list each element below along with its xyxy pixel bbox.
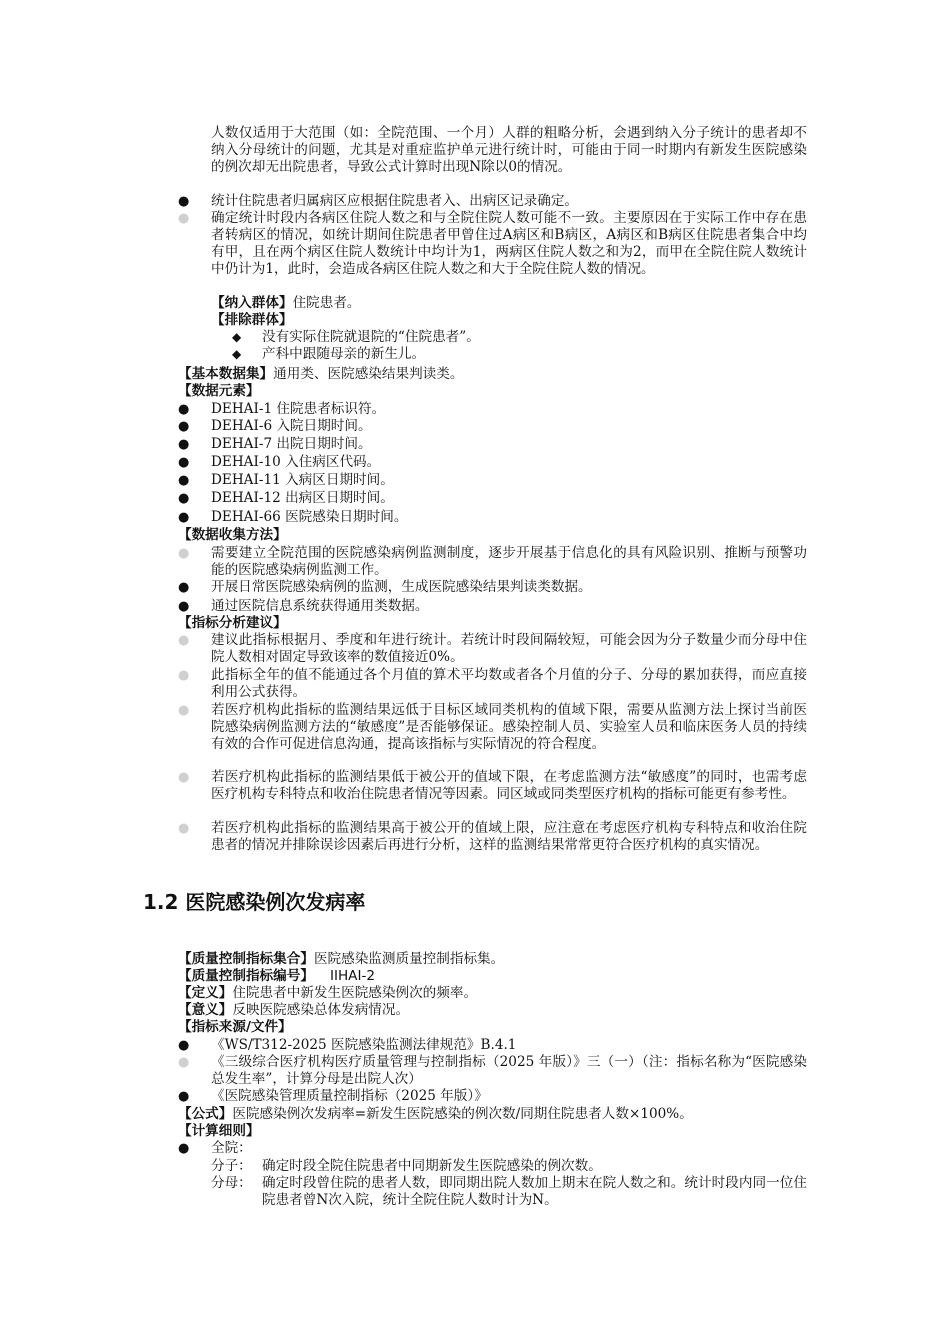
- bullet-icon: ●: [178, 437, 190, 452]
- analysis-label: 【指标分析建议】: [178, 615, 287, 631]
- inclusion-label: 【纳入群体】: [211, 295, 293, 311]
- indicator-code: [178, 968, 375, 985]
- source-label: 【指标来源/文件】: [178, 1019, 292, 1035]
- indicator-code-value: IIHAI-2: [329, 968, 376, 984]
- numerator-value: 确定时段全院住院患者中同期新发生医院感染的例次数。: [262, 1158, 602, 1174]
- exclusion-label: 【排除群体】: [211, 312, 293, 328]
- analysis-item: 建议此指标根据月、季度和年进行统计。若统计时段间隔较短，可能会因为分子数量少而分母中住院人数相对固定导致该率的数值接近0%。: [211, 632, 807, 665]
- indicator-set-label: 【质量控制指标集合】: [178, 951, 314, 967]
- data-element-item: DEHAI-66 医院感染日期时间。: [211, 509, 408, 525]
- analysis-item: 若医疗机构此指标的监测结果远低于目标区域同类机构的值域下限，需要从监测方法上探讨当前医院感染病例监测方法的“敏感度”是否能够保证。感染控制人员、实验室人员和临床医务人员的持续有效的合作可促进信息沟通，提高该指标与实际情况的符合程度。: [211, 702, 807, 752]
- bullet-icon: ●: [178, 1089, 190, 1104]
- bullet-icon: ●: [178, 1055, 190, 1070]
- bullet-icon: ●: [178, 546, 190, 561]
- bullet-icon: ●: [178, 211, 190, 226]
- bullet-icon: ●: [178, 473, 190, 488]
- meaning-value: 反映医院感染总体发病情况。: [232, 1002, 410, 1018]
- indicator-set: [178, 951, 504, 968]
- exclusion-item: 产科中跟随母亲的新生儿。: [262, 346, 426, 362]
- diamond-bullet-icon: ◆: [232, 330, 242, 344]
- meaning-label: 【意义】: [178, 1002, 233, 1018]
- calculation-label: 【计算细则】: [178, 1123, 260, 1139]
- data-element-item: DEHAI-1 住院患者标识符。: [211, 401, 386, 417]
- bullet-icon: ●: [178, 668, 190, 683]
- bullet-ward-sum-difference: 确定统计时段内各病区住院人数之和与全院住院人数可能不一致。主要原因在于实际工作中存在患者转病区的情况，如统计期间住院患者甲曾住过A病区和B病区，A病区和B病区住院患者集合中均有甲，且在两个病区住院人数统计中均计为1，两病区住院人数之和为2，而甲在全院住院人数统计中仍计为1，此时，会造成各病区住院人数之和大于全院住院人数的情况。: [211, 210, 807, 277]
- formula-label: 【公式】: [178, 1106, 233, 1122]
- analysis-item: 此指标全年的值不能通过各个月值的算术平均数或者各个月值的分子、分母的累加获得，而应直接利用公式获得。: [211, 667, 807, 700]
- continuation-paragraph: 人数仅适用于大范围（如：全院范围、一个月）人群的粗略分析，会遇到纳入分子统计的患者却不纳入分母统计的问题，尤其是对重症监护单元进行统计时，可能由于同一时期内有新发生医院感染的例次却无出院患者，导致公式计算时出现N除以0的情况。: [211, 125, 807, 175]
- collection-item: 开展日常医院感染病例的监测，生成医院感染结果判读类数据。: [211, 579, 592, 595]
- indicator-set-value: 医院感染监测质量控制指标集。: [313, 951, 505, 967]
- bullet-icon: ●: [178, 821, 190, 836]
- source-item: 《三级综合医疗机构医疗质量管理与控制指标（2025 年版）》三（一）（注：指标名称为“医院感染总发生率”，计算分母是出院人次）: [211, 1054, 807, 1087]
- collection-item: 需要建立全院范围的医院感染病例监测制度，逐步开展基于信息化的具有风险识别、推断与预警功能的医院感染病例监测工作。: [211, 545, 807, 578]
- denominator-label: 分母：: [211, 1175, 252, 1191]
- data-element-item: DEHAI-10 入住病区代码。: [211, 454, 381, 470]
- definition-value: 住院患者中新发生医院感染例次的频率。: [232, 985, 478, 1001]
- definition: [178, 985, 477, 1002]
- source-item: 《WS/T312-2025 医院感染监测法律规范》B.4.1: [211, 1037, 517, 1053]
- denominator-value: 确定时段曾住院的患者人数，即同期出院人数加上期末在院人数之和。统计时段内同一位住院患者曾N次入院，统计全院住院人数时计为N。: [262, 1175, 807, 1208]
- bullet-icon: ●: [178, 703, 190, 718]
- calculation-scope: 全院：: [211, 1140, 252, 1156]
- collection-item: 通过医院信息系统获得通用类数据。: [211, 598, 429, 614]
- analysis-item: 若医疗机构此指标的监测结果高于被公开的值域上限，应注意在考虑医疗机构专科特点和收治住院患者的情况并排除误诊因素后再进行分析，这样的监测结果常常更符合医疗机构的真实情况。: [211, 820, 807, 853]
- inclusion-value: 住院患者。: [292, 295, 361, 311]
- bullet-icon: ●: [178, 633, 190, 648]
- collection-method-label: 【数据收集方法】: [178, 527, 287, 543]
- dataset-label: 【基本数据集】: [178, 366, 274, 382]
- exclusion-item: 没有实际住院就退院的“住院患者”。: [262, 329, 480, 345]
- bullet-icon: ●: [178, 194, 190, 209]
- formula: [178, 1106, 693, 1123]
- bullet-icon: ●: [178, 510, 190, 525]
- section-heading: 1.2 医院感染例次发病率: [143, 890, 366, 914]
- bullet-icon: ●: [178, 1038, 190, 1053]
- inclusion-group: [211, 295, 361, 312]
- data-element-item: DEHAI-6 入院日期时间。: [211, 418, 372, 434]
- meaning: [178, 1002, 409, 1019]
- bullet-icon: ●: [178, 770, 190, 785]
- numerator-label: 分子：: [211, 1158, 252, 1174]
- basic-dataset: [178, 366, 463, 383]
- data-element-item: DEHAI-12 出病区日期时间。: [211, 490, 394, 506]
- data-element-item: DEHAI-7 出院日期时间。: [211, 436, 372, 452]
- formula-value: 医院感染例次发病率=新发生医院感染的例次数/同期住院患者人数×100%。: [232, 1106, 693, 1122]
- dataset-value: 通用类、医院感染结果判读类。: [273, 366, 464, 382]
- bullet-icon: ●: [178, 455, 190, 470]
- data-element-item: DEHAI-11 入病区日期时间。: [211, 472, 394, 488]
- bullet-icon: ●: [178, 402, 190, 417]
- bullet-icon: ●: [178, 1141, 190, 1156]
- definition-label: 【定义】: [178, 985, 233, 1001]
- source-item: 《医院感染管理质量控制指标（2025 年版）》: [211, 1088, 488, 1104]
- diamond-bullet-icon: ◆: [232, 347, 242, 361]
- bullet-icon: ●: [178, 491, 190, 506]
- bullet-icon: ●: [178, 580, 190, 595]
- indicator-code-label: 【质量控制指标编号】: [178, 968, 314, 984]
- analysis-item: 若医疗机构此指标的监测结果低于被公开的值域下限，在考虑监测方法“敏感度”的同时，也需考虑医疗机构专科特点和收治住院患者情况等因素。同区域或同类型医疗机构的指标可能更有参考性。: [211, 769, 807, 802]
- bullet-icon: ●: [178, 419, 190, 434]
- bullet-ward-attribution: 统计住院患者归属病区应根据住院患者入、出病区记录确定。: [211, 193, 579, 209]
- bullet-icon: ●: [178, 599, 190, 614]
- data-elements-label: 【数据元素】: [178, 383, 260, 399]
